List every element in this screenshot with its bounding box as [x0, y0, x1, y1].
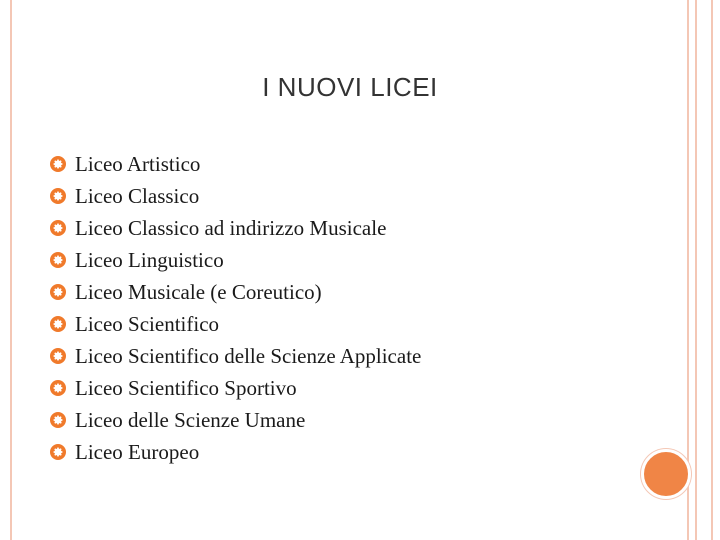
gear-icon	[50, 156, 66, 172]
gear-icon	[50, 348, 66, 364]
orange-circle-decoration	[641, 449, 691, 499]
list-item	[50, 372, 421, 404]
list-item	[50, 308, 421, 340]
gear-icon	[50, 412, 66, 428]
list-item	[50, 244, 421, 276]
slide-title: I NUOVI LICEI	[262, 72, 438, 102]
list-item-label: Liceo Linguistico	[75, 248, 224, 272]
list-item	[50, 180, 421, 212]
list-item-label: Liceo Europeo	[75, 440, 200, 464]
gear-icon	[50, 380, 66, 396]
list-item	[50, 404, 421, 436]
list-item-label: Liceo Classico	[75, 184, 200, 208]
gear-icon	[50, 188, 66, 204]
list-item	[50, 212, 421, 244]
gear-icon	[50, 220, 66, 236]
list-item	[50, 436, 421, 468]
list-item-label: Liceo Scientifico	[75, 312, 220, 336]
list-item-label: Liceo Scientifico delle Scienze Applicate	[75, 344, 422, 368]
gear-icon	[50, 252, 66, 268]
list-item	[50, 276, 421, 308]
list-item-label: Liceo delle Scienze Umane	[75, 408, 306, 432]
list-item-label: Liceo Artistico	[75, 152, 201, 176]
list-item	[50, 148, 421, 180]
list-item-label: Liceo Scientifico Sportivo	[75, 376, 297, 400]
list-item-label: Liceo Classico ad indirizzo Musicale	[75, 216, 387, 240]
gear-icon	[50, 444, 66, 460]
list-item-label: Liceo Musicale (e Coreutico)	[75, 280, 322, 304]
gear-icon	[50, 316, 66, 332]
bullet-list	[50, 148, 421, 468]
list-item	[50, 340, 421, 372]
slide-title-container	[0, 72, 700, 103]
right-border-line	[711, 0, 713, 540]
gear-icon	[50, 284, 66, 300]
